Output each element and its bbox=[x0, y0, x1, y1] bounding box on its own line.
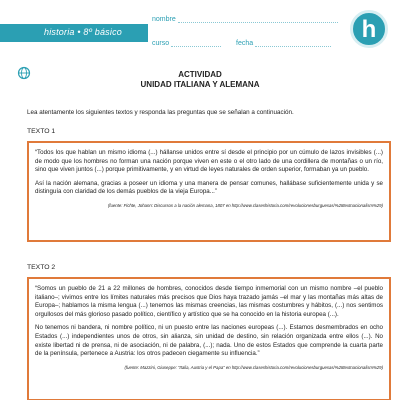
name-field[interactable] bbox=[152, 16, 338, 23]
course-field-line[interactable] bbox=[171, 46, 221, 47]
date-field[interactable] bbox=[236, 40, 331, 47]
page-title bbox=[0, 70, 400, 90]
page-header bbox=[0, 0, 400, 60]
texto2-label: TEXTO 2 bbox=[27, 264, 56, 271]
date-field-label: fecha bbox=[236, 40, 254, 47]
texto2-paragraph-2: No tenemos ni bandera, ni nombre político, ni un puesto entre las naciones europeas (...). Estamos desmembrados en ocho Estados (...) independientes unos de otros, sin alianza, sin unidad de destino, sin relación organizada entre ellos (...). No existe libertad ni de prensa, ni de asociación, ni de palabra, (...); nada. Uno de estos Estados que comprende la cuarta parte de la península, pertenece a Austria: los otros padecen ciegamente su influencia.” bbox=[35, 324, 383, 358]
texto1-label: TEXTO 1 bbox=[27, 128, 56, 135]
date-field-line[interactable] bbox=[255, 46, 331, 47]
texto2-box bbox=[27, 277, 391, 400]
texto1-source: (fuente: Fichte, Johann: Discursos a la nación alemana, 1807 en http://www.claseshistoria.com/revolucionesburguesas/%28textnacionalism%29) bbox=[107, 202, 383, 208]
instructions: Lea atentamente los siguientes textos y responda las preguntas que se señalan a continuación. bbox=[27, 109, 294, 116]
subject-banner-text: historia • 8º básico bbox=[44, 27, 122, 37]
title-line-2: UNIDAD ITALIANA Y ALEMANA bbox=[140, 80, 260, 89]
texto1-box bbox=[27, 141, 391, 242]
course-field[interactable] bbox=[152, 40, 221, 47]
title-line-1: ACTIVIDAD bbox=[178, 70, 222, 79]
texto2-paragraph-1: “Somos un pueblo de 21 a 22 millones de hombres, conocidos desde tiempo inmemorial con un mismo nombre –el pueblo italiano–; vivimos entre los límites naturales más precisos que Dios haya trazado jamás –el mar y las montañas más altas de Europa–; hablamos la misma lengua (...) tenemos las mismas creencias, las mismas costumbres y hábitos, (...) nos sentimos orgullosos del más glorioso pasado político, científico y artístico que se ha conocido en la historia europea (...). bbox=[35, 285, 383, 318]
texto1-paragraph-2: Así la nación alemana, gracias a poseer un idioma y una manera de pensar comunes, hallábase suficientemente unida y se distinguía con claridad de los demás pueblos de la vieja Europa...” bbox=[35, 179, 383, 196]
course-field-label: curso bbox=[152, 40, 170, 47]
name-field-label: nombre bbox=[152, 16, 176, 23]
subject-banner bbox=[0, 24, 148, 42]
texto1-paragraph-1: “Todos los que hablan un mismo idioma (...) hállanse unidos entre sí desde el principio por un cúmulo de lazos invisibles (...) de modo que los hombres no forman una nación porque viven en este o el otro lado de una cordillera de montañas o un río, sino que viven juntos (...) porque primitivamente, y en virtud de leyes naturales de orden superior, formaban ya un pueblo. bbox=[35, 149, 383, 174]
brand-logo-letter: h bbox=[361, 16, 377, 43]
name-field-line[interactable] bbox=[178, 22, 338, 23]
brand-logo bbox=[350, 10, 388, 48]
texto2-source: (fuente: Mazzini, Giuseppe: “Italia, Austria y el Papa” en http://www.claseshistoria.com/revolucionesburguesas/%28textnacionalism%29) bbox=[124, 364, 383, 370]
